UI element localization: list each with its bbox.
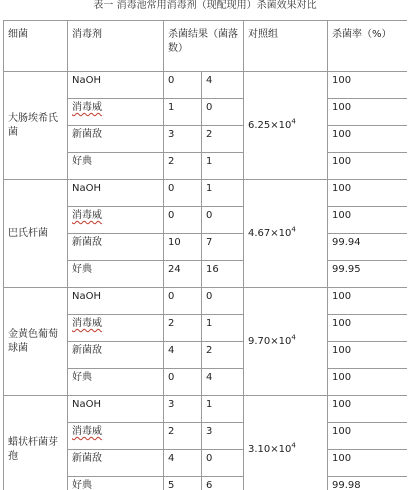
result-count-1: 3 xyxy=(164,396,202,423)
header-control: 对照组 xyxy=(244,21,328,72)
disinfectant-label: 好典 xyxy=(72,156,92,167)
result-count-2: 6 xyxy=(202,477,244,490)
kill-rate-cell: 99.94 xyxy=(328,234,408,261)
disinfectant-label: 好典 xyxy=(72,480,92,490)
result-count-1: 0 xyxy=(164,288,202,315)
result-count-2: 1 xyxy=(202,315,244,342)
disinfectant-cell xyxy=(68,315,164,342)
bacteria-cell: 大肠埃希氏菌 xyxy=(4,72,68,180)
control-mantissa: 4.67×10 xyxy=(248,227,292,239)
table-body xyxy=(4,72,408,490)
kill-rate-cell: 100 xyxy=(328,396,408,423)
result-count-1: 4 xyxy=(164,450,202,477)
result-count-2: 2 xyxy=(202,342,244,369)
kill-rate-cell: 99.98 xyxy=(328,477,408,490)
kill-rate-cell: 100 xyxy=(328,450,408,477)
disinfectant-cell xyxy=(68,180,164,207)
control-exponent: 4 xyxy=(291,117,296,126)
disinfectant-label: 消毒威 xyxy=(72,318,102,329)
disinfectant-label: 新菌敌 xyxy=(72,345,102,356)
result-count-2: 1 xyxy=(202,396,244,423)
header-bacteria: 细菌 xyxy=(4,21,68,72)
result-count-1: 3 xyxy=(164,126,202,153)
table-frame xyxy=(3,20,407,490)
disinfectant-cell xyxy=(68,423,164,450)
kill-rate-cell: 100 xyxy=(328,369,408,396)
disinfectant-cell xyxy=(68,450,164,477)
result-count-2: 4 xyxy=(202,369,244,396)
result-count-2: 0 xyxy=(202,288,244,315)
kill-rate-cell: 100 xyxy=(328,99,408,126)
disinfectant-cell xyxy=(68,99,164,126)
result-count-2: 3 xyxy=(202,423,244,450)
bacteria-cell: 巴氏杆菌 xyxy=(4,180,68,288)
disinfectant-cell xyxy=(68,369,164,396)
disinfectant-label: 新菌敌 xyxy=(72,453,102,464)
result-count-1: 2 xyxy=(164,315,202,342)
disinfectant-label: NaOH xyxy=(72,183,101,194)
result-count-1: 0 xyxy=(164,180,202,207)
kill-rate-cell: 100 xyxy=(328,423,408,450)
disinfectant-cell xyxy=(68,477,164,490)
disinfectant-cell xyxy=(68,72,164,99)
control-mantissa: 9.70×10 xyxy=(248,335,292,347)
control-mantissa: 3.10×10 xyxy=(248,443,292,455)
kill-rate-cell: 100 xyxy=(328,288,408,315)
disinfectant-label: NaOH xyxy=(72,75,101,86)
disinfectant-label: 新菌敌 xyxy=(72,237,102,248)
control-exponent: 4 xyxy=(291,225,296,234)
disinfectant-label: NaOH xyxy=(72,291,101,302)
result-count-1: 2 xyxy=(164,423,202,450)
result-count-1: 0 xyxy=(164,207,202,234)
header-disinfectant: 消毒剂 xyxy=(68,21,164,72)
result-count-2: 0 xyxy=(202,99,244,126)
kill-rate-cell: 100 xyxy=(328,207,408,234)
bacteria-cell: 金黄色葡萄球菌 xyxy=(4,288,68,396)
result-count-1: 5 xyxy=(164,477,202,490)
table-row xyxy=(4,288,408,315)
disinfectant-cell xyxy=(68,126,164,153)
header-result: 杀菌结果（菌落数） xyxy=(164,21,244,72)
header-row xyxy=(4,21,408,72)
disinfectant-cell xyxy=(68,342,164,369)
kill-rate-cell: 100 xyxy=(328,126,408,153)
control-exponent: 4 xyxy=(291,441,296,450)
kill-rate-cell: 100 xyxy=(328,342,408,369)
disinfectant-label: 好典 xyxy=(72,264,92,275)
disinfectant-cell xyxy=(68,396,164,423)
disinfectant-label: 消毒威 xyxy=(72,426,102,437)
disinfectant-cell xyxy=(68,288,164,315)
kill-rate-cell: 100 xyxy=(328,153,408,180)
table-row xyxy=(4,72,408,99)
table-row xyxy=(4,396,408,423)
result-count-2: 1 xyxy=(202,153,244,180)
disinfectant-cell xyxy=(68,153,164,180)
disinfectant-label: 新菌敌 xyxy=(72,129,102,140)
result-count-1: 0 xyxy=(164,72,202,99)
result-count-2: 2 xyxy=(202,126,244,153)
kill-rate-cell: 100 xyxy=(328,72,408,99)
kill-rate-cell: 100 xyxy=(328,180,408,207)
disinfectant-cell xyxy=(68,261,164,288)
result-count-1: 24 xyxy=(164,261,202,288)
control-cell xyxy=(244,72,328,180)
control-cell xyxy=(244,180,328,288)
result-count-2: 1 xyxy=(202,180,244,207)
result-count-1: 4 xyxy=(164,342,202,369)
table-row xyxy=(4,180,408,207)
disinfectant-efficacy-table xyxy=(3,20,407,490)
control-cell xyxy=(244,396,328,490)
result-count-2: 0 xyxy=(202,207,244,234)
control-cell xyxy=(244,288,328,396)
disinfectant-cell xyxy=(68,234,164,261)
result-count-2: 0 xyxy=(202,450,244,477)
result-count-2: 16 xyxy=(202,261,244,288)
result-count-1: 2 xyxy=(164,153,202,180)
result-count-1: 1 xyxy=(164,99,202,126)
header-rate: 杀菌率（%） xyxy=(328,21,408,72)
result-count-2: 7 xyxy=(202,234,244,261)
disinfectant-label: 消毒威 xyxy=(72,102,102,113)
bacteria-cell: 蜡状杆菌芽孢 xyxy=(4,396,68,490)
disinfectant-label: 好典 xyxy=(72,372,92,383)
disinfectant-label: 消毒威 xyxy=(72,210,102,221)
disinfectant-label: NaOH xyxy=(72,399,101,410)
disinfectant-cell xyxy=(68,207,164,234)
table-caption: 表一 消毒池常用消毒剂（现配现用）杀菌效果对比 xyxy=(93,0,317,11)
result-count-2: 4 xyxy=(202,72,244,99)
kill-rate-cell: 99.95 xyxy=(328,261,408,288)
result-count-1: 0 xyxy=(164,369,202,396)
control-mantissa: 6.25×10 xyxy=(248,119,292,131)
control-exponent: 4 xyxy=(291,333,296,342)
kill-rate-cell: 100 xyxy=(328,315,408,342)
result-count-1: 10 xyxy=(164,234,202,261)
